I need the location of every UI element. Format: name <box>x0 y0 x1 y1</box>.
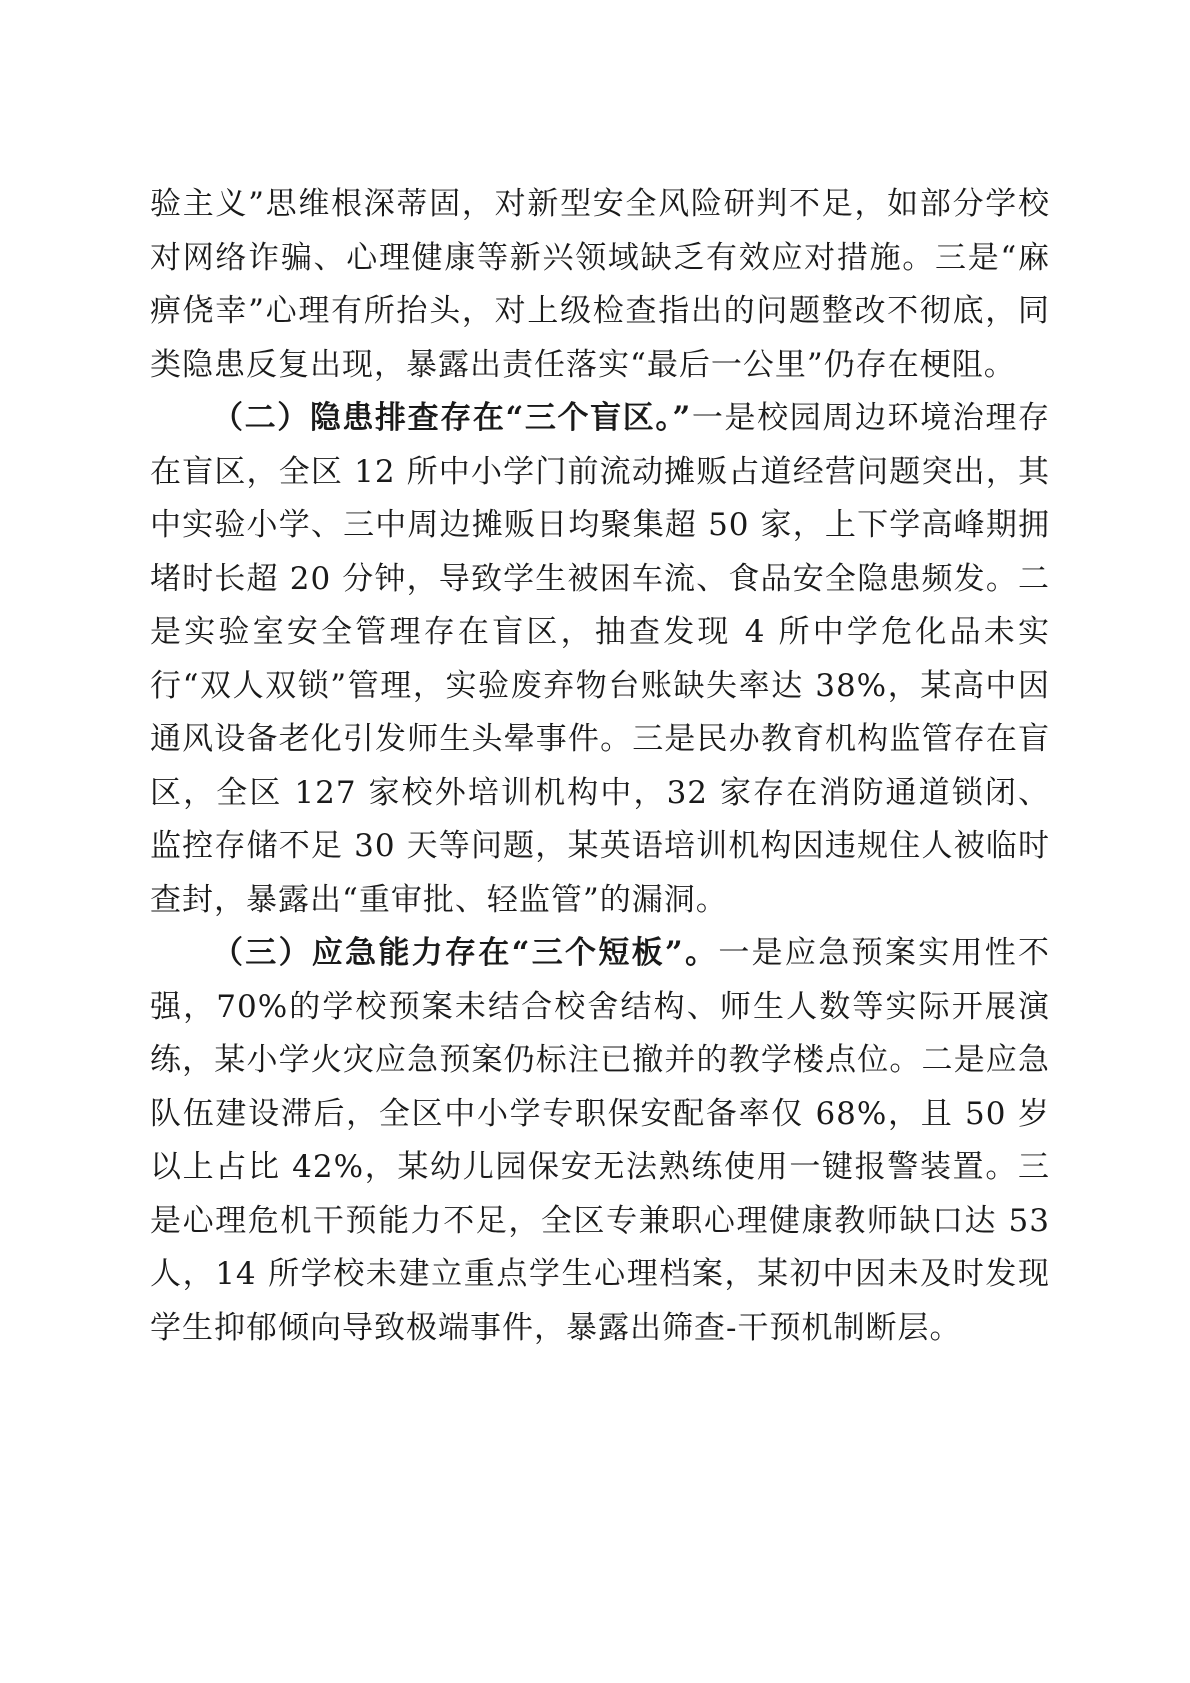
document-page <box>150 178 1050 1355</box>
paragraph-body: 一是应急预案实用性不强，70%的学校预案未结合校舍结构、师生人数等实际开展演练，某小学火灾应急预案仍标注已撤并的教学楼点位。二是应急队伍建设滞后，全区中小学专职保安配备率仅 68%，且 50 岁以上占比 42%，某幼儿园保安无法熟练使用一键报警装置。三是心理危机干预能力不足，全区专兼职心理健康教师缺口达 53 人，14 所学校未建立重点学生心理档案，某初中因未及时发现学生抑郁倾向导致极端事件，暴露出筛查-干预机制断层。 <box>150 935 1050 1346</box>
paragraph-body: 一是校园周边环境治理存在盲区，全区 12 所中小学门前流动摊贩占道经营问题突出，其中实验小学、三中周边摊贩日均聚集超 50 家，上下学高峰期拥堵时长超 20 分钟，导致学生被困车流、食品安全隐患频发。二是实验室安全管理存在盲区，抽查发现 4 所中学危化品未实行“双人双锁”管理，实验废弃物台账缺失率达 38%，某高中因通风设备老化引发师生头晕事件。三是民办教育机构监管存在盲区，全区 127 家校外培训机构中，32 家存在消防通道锁闭、监控存储不足 30 天等问题，某英语培训机构因违规住人被临时查封，暴露出“重审批、轻监管”的漏洞。 <box>150 400 1050 918</box>
section-heading: （二）隐患排查存在“三个盲区。” <box>212 400 692 436</box>
section-heading: （三）应急能力存在“三个短板”。 <box>212 935 719 971</box>
paragraph-body: 验主义”思维根深蒂固，对新型安全风险研判不足，如部分学校对网络诈骗、心理健康等新兴领域缺乏有效应对措施。三是“麻痹侥幸”心理有所抬头，对上级检查指出的问题整改不彻底，同类隐患反复出现，暴露出责任落实“最后一公里”仍存在梗阻。 <box>150 186 1050 383</box>
paragraph-section-two <box>150 392 1050 927</box>
paragraph-continuation <box>150 178 1050 392</box>
paragraph-section-three <box>150 927 1050 1355</box>
